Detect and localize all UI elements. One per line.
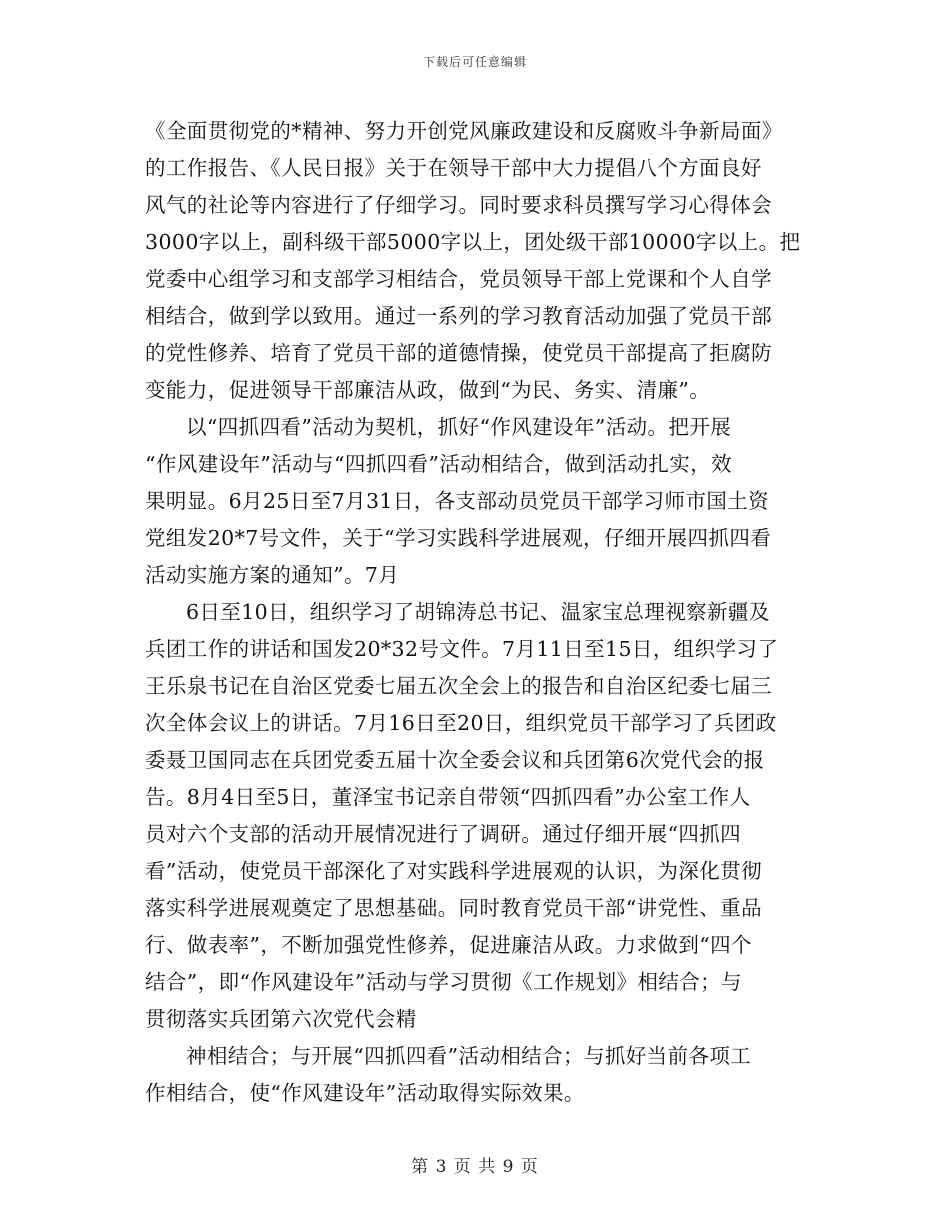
text-line: 相结合，做到学以致用。通过一系列的学习教育活动加强了党员干部 — [145, 304, 772, 328]
text-line: 以“四抓四看”活动为契机，抓好“作风建设年”活动。把开展 — [186, 415, 732, 439]
text-line: 神相结合；与开展“四抓四看”活动相结合；与抓好当前各项工 — [186, 1044, 752, 1068]
document-body — [145, 113, 805, 1112]
text-line: 行、做表率”，不断加强党性修养，促进廉洁从政。力求做到“四个 — [145, 933, 752, 957]
paragraph-2 — [145, 409, 805, 594]
header-note: 下载后可任意编辑 — [422, 55, 527, 69]
text-line: 风气的社论等内容进行了仔细学习。同时要求科员撰写学习心得体会 — [145, 193, 772, 217]
text-line: 党委中心组学习和支部学习相结合，党员领导干部上党课和个人自学 — [145, 267, 772, 291]
text-line: 落实科学进展观奠定了思想基础。同时教育党员干部“讲党性、重品 — [145, 896, 762, 920]
text-line: 变能力，促进领导干部廉洁从政，做到“为民、务实、清廉”。 — [145, 378, 711, 402]
text-line: 果明显。6月25日至7月31日，各支部动员党员干部学习师市国土资 — [145, 489, 770, 513]
page-number-footer: 第 3 页 共 9 页 — [411, 1157, 539, 1177]
text-line: 看”活动，使党员干部深化了对实践科学进展观的认识，为深化贯彻 — [145, 859, 762, 883]
text-line: 结合”，即“作风建设年”活动与学习贯彻《工作规划》相结合；与 — [145, 970, 742, 994]
text-line: 贯彻落实兵团第六次党代会精 — [145, 1007, 417, 1031]
text-line: 作相结合，使“作风建设年”活动取得实际效果。 — [145, 1081, 585, 1105]
text-line: 3000字以上，副科级干部5000字以上，团处级干部10000字以上。把 — [145, 230, 801, 254]
text-line: 的党性修养、培育了党员干部的道德情操，使党员干部提高了拒腐防 — [145, 341, 772, 365]
text-line: 6日至10日，组织学习了胡锦涛总书记、温家宝总理视察新疆及 — [186, 600, 770, 624]
text-line: 告。8月4日至5日，董泽宝书记亲自带领“四抓四看”办公室工作人 — [145, 785, 751, 809]
text-line: 活动实施方案的通知”。7月 — [145, 563, 400, 587]
text-line: 员对六个支部的活动开展情况进行了调研。通过仔细开展“四抓四 — [145, 822, 742, 846]
text-line: 的工作报告、《人民日报》关于在领导干部中大力提倡八个方面良好 — [145, 156, 762, 180]
text-line: 兵团工作的讲话和国发20*32号文件。7月11日至15日，组织学习了 — [145, 637, 779, 661]
text-line: 党组发20*7号文件，关于“学习实践科学进展观，仔细开展四抓四看 — [145, 526, 772, 550]
text-line: 《全面贯彻党的*精神、努力开创党风廉政建设和反腐败斗争新局面》 — [145, 119, 783, 143]
paragraph-3 — [145, 594, 805, 1038]
text-line: 委聂卫国同志在兵团党委五届十次全委会议和兵团第6次党代会的报 — [145, 748, 765, 772]
text-line: 次全体会议上的讲话。7月16日至20日，组织党员干部学习了兵团政 — [145, 711, 777, 735]
paragraph-4 — [145, 1038, 805, 1112]
paragraph-1 — [145, 113, 805, 409]
text-line: “作风建设年”活动与“四抓四看”活动相结合，做到活动扎实，效 — [145, 452, 732, 476]
text-line: 王乐泉书记在自治区党委七届五次全会上的报告和自治区纪委七届三 — [145, 674, 772, 698]
